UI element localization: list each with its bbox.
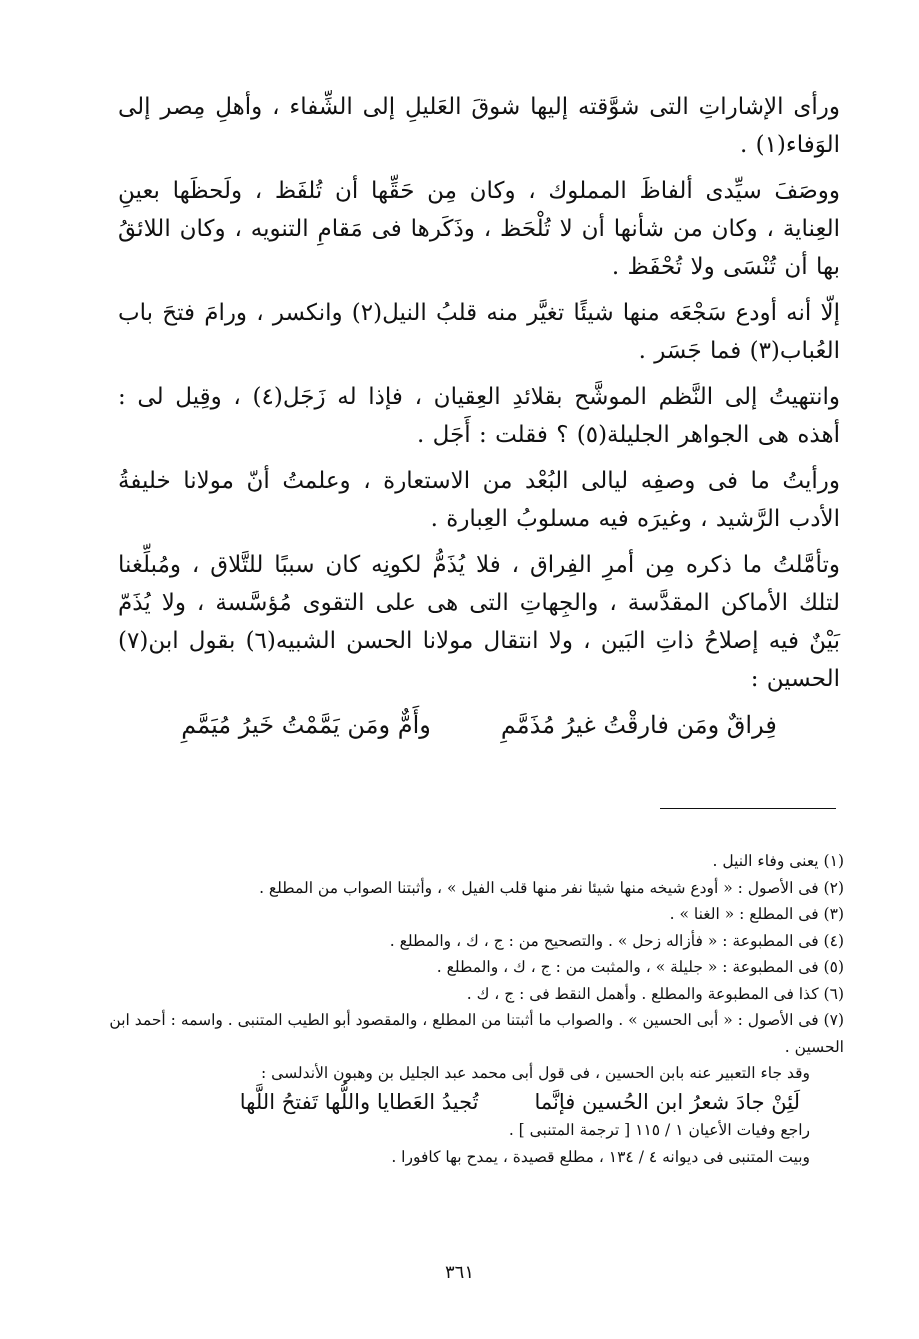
paragraph: وانتهيتُ إلى النَّظم الموشَّح بقلائدِ العِقيان ، فإذا له زَجَل(٤) ، وقِيل لى : أهذه هى الجواهر الجليلة(٥) ؟ فقلت : أَجَل . — [118, 384, 841, 448]
footnote: (٥) فى المطبوعة : « جليلة » ، والمثبت من : ج ، ك ، والمطلع . — [436, 958, 844, 976]
footnote: (٤) فى المطبوعة : « فأزاله زحل » . والتصحيح من : ج ، ك ، والمطلع . — [389, 931, 844, 950]
footnote: (١) يعنى وفاء النيل . — [712, 852, 844, 870]
main-text — [118, 88, 840, 744]
footnote: (٢) فى الأصول : « أودع شيخه منها شيئا نفر منها قلب الفيل » ، وأثبتنا الصواب من المطلع . — [259, 878, 844, 897]
footnote-verse-second: تُجيدُ العَطايا واللُّها تَفتحُ اللَّها — [239, 1090, 479, 1114]
footnote-extra — [108, 1060, 844, 1171]
poem-verse — [118, 706, 840, 744]
footnote: (٦) كذا فى المطبوعة والمطلع . وأهمل النقط فى : ج ، ك . — [466, 984, 844, 1003]
paragraph: ووصَفَ سيِّدى ألفاظَ المملوك ، وكان مِن حَقِّها أن تُلفَظ ، ولَحظَها بعينِ العِناية ، وكان من شأنها أن لا تُلْحَظ ، وذَكَرها فى مَقامِ التنويه ، وكان اللائقُ بها أن تُنْسَى ولا تُحْفَظ . — [118, 178, 840, 280]
verse-second-hemistich: وأَمٌّ ومَن يَمَّمْتُ خَيرُ مُيَمَّمِ — [181, 711, 431, 739]
footnote-divider — [660, 808, 836, 809]
footnote-verse — [108, 1087, 810, 1117]
footnote-reference: وبيت المتنبى فى ديوانه ٤ / ١٣٤ ، مطلع قصيدة ، يمدح بها كافورا . — [391, 1148, 810, 1166]
footnotes — [108, 848, 844, 1171]
footnote: (٧) فى الأصول : « أبى الحسين » . والصواب ما أثبتنا من المطلع ، والمقصود أبو الطيب المتنبى . واسمه : أحمد ابن الحسين . — [109, 1011, 844, 1056]
footnote: (٣) فى المطلع : « الغنا » . — [669, 905, 844, 923]
paragraph: ورأيتُ ما فى وصفِه ليالى البُعْد من الاستعارة ، وعلمتُ أنّ مولانا خليفةُ الأدب الرَّشيد ، وغيرَه فيه مسلوبُ العِبارة . — [118, 468, 840, 532]
verse-first-hemistich: فِراقٌ ومَن فارقْتُ غيرُ مُذَمَّمِ — [500, 711, 777, 739]
paragraph: وتأمَّلتُ ما ذكره مِن أمرِ الفِراق ، فلا يُذَمُّ لكونِه كان سببًا للتَّلاق ، ومُبلِّغنا لتلك الأماكن المقدَّسة ، والجِهاتِ التى هى على التقوى مُؤسَّسة ، ولا يُذَمّ بَيْنٌ فيه إصلاحُ ذاتِ البَين ، ولا انتقال مولانا الحسن الشبيه(٦) بقول ابن(٧) الحسين : — [118, 552, 841, 692]
footnote-reference: راجع وفيات الأعيان ١ / ١١٥ [ ترجمة المتنبى ] . — [508, 1121, 810, 1139]
footnote-extra-intro: وقد جاء التعبير عنه بابن الحسين ، فى قول أبى محمد عبد الجليل بن وهبون الأندلسى : — [261, 1064, 810, 1082]
footnote-verse-first: لَئِنْ جادَ شعرُ ابن الحُسين فإنَّما — [534, 1090, 800, 1114]
page-number: ٣٦١ — [444, 1262, 474, 1283]
paragraph: ورأى الإشاراتِ التى شوَّقته إليها شوقَ العَليلِ إلى الشِّفاء ، وأهلِ مِصر إلى الوَفاء(١) . — [118, 94, 840, 158]
paragraph: إلّا أنه أودع سَجْعَه منها شيئًا تغيَّر منه قلبُ النيل(٢) وانكسر ، ورامَ فتحَ باب العُباب(٣) فما جَسَر . — [118, 300, 840, 364]
